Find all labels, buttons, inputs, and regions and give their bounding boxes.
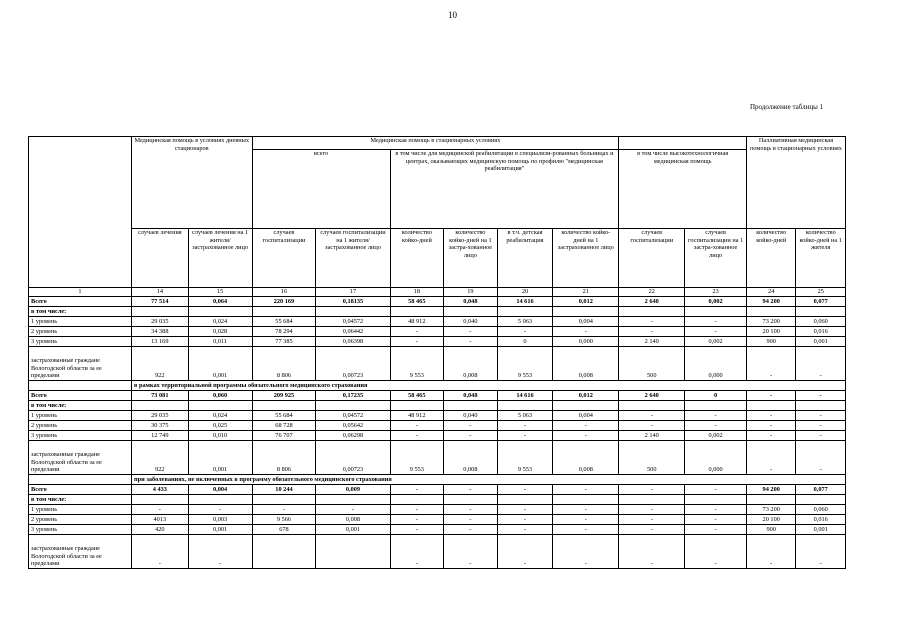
table-cell: - [747, 431, 796, 441]
table-cell: - [796, 391, 846, 401]
table-cell [132, 307, 189, 317]
row-label: 2 уровень [29, 327, 132, 337]
table-cell: 0,000 [553, 337, 619, 347]
data-table [28, 136, 846, 569]
row-label: Всего [29, 391, 132, 401]
table-cell [685, 307, 747, 317]
table-cell: 12 749 [132, 431, 189, 441]
table-cell: 0,008 [444, 441, 498, 475]
table-cell: - [619, 421, 685, 431]
table-cell: 0,04572 [316, 317, 390, 327]
table-cell: 68 728 [252, 421, 316, 431]
row-label: застрахованные граждане Вологодской области за ее пределами [29, 441, 132, 475]
column-subheader: случаев госпитализации на 1 жителя/ застрахованное лицо [316, 229, 390, 288]
table-cell: - [553, 535, 619, 569]
table-cell: 678 [252, 525, 316, 535]
table-cell: 0,004 [553, 317, 619, 327]
column-number: 18 [390, 288, 444, 297]
table-cell: 2 140 [619, 431, 685, 441]
table-cell: 922 [132, 347, 189, 381]
table-cell: 20 100 [747, 515, 796, 525]
table-cell: 220 169 [252, 297, 316, 307]
blank-header [619, 137, 747, 150]
table-cell [747, 495, 796, 505]
table-cell: 0,06442 [316, 327, 390, 337]
table-cell: - [685, 515, 747, 525]
table-cell: 5 063 [497, 411, 553, 421]
table-cell: 4 433 [132, 485, 189, 495]
table-cell [390, 307, 444, 317]
table-cell: 2 640 [619, 391, 685, 401]
table-cell: - [685, 525, 747, 535]
column-number: 22 [619, 288, 685, 297]
table-cell [316, 495, 390, 505]
table-cell: - [497, 515, 553, 525]
table-cell: 77 385 [252, 337, 316, 347]
table-cell: 0,003 [188, 515, 252, 525]
column-subheader: количество койко-дней [390, 229, 444, 288]
table-row [29, 535, 846, 569]
table-cell: - [497, 535, 553, 569]
table-cell: - [553, 505, 619, 515]
table-cell: - [497, 431, 553, 441]
column-number: 16 [252, 288, 316, 297]
table-cell [497, 495, 553, 505]
table-cell: - [444, 505, 498, 515]
table-cell: - [390, 525, 444, 535]
column-number: 19 [444, 288, 498, 297]
column-subheader: количество койко-дней на 1 застра-хованное лицо [444, 229, 498, 288]
table-cell: 0,016 [796, 515, 846, 525]
table-cell: 58 465 [390, 297, 444, 307]
table-cell: 48 912 [390, 411, 444, 421]
table-cell: - [796, 535, 846, 569]
table-cell: - [444, 431, 498, 441]
table-cell: 55 684 [252, 317, 316, 327]
row-label: 2 уровень [29, 421, 132, 431]
table-row [29, 337, 846, 347]
row-label: 1 уровень [29, 411, 132, 421]
column-subheader: случаев госпитализации [252, 229, 316, 288]
table-cell: - [444, 327, 498, 337]
column-subheader: случаев госпитализации [619, 229, 685, 288]
table-cell: 9 553 [390, 441, 444, 475]
table-cell: 0,002 [685, 297, 747, 307]
column-number: 20 [497, 288, 553, 297]
table-cell: - [497, 525, 553, 535]
table-cell: 0,001 [796, 337, 846, 347]
table-cell: 77 514 [132, 297, 189, 307]
table-row [29, 391, 846, 401]
table-cell: - [685, 505, 747, 515]
table-cell: 73 200 [747, 505, 796, 515]
table-cell [497, 401, 553, 411]
page-number: 10 [448, 10, 457, 20]
table-cell [747, 401, 796, 411]
column-number: 14 [132, 288, 189, 297]
table-cell: 0,077 [796, 297, 846, 307]
table-cell: 0,060 [796, 317, 846, 327]
table-cell: - [132, 505, 189, 515]
table-row [29, 297, 846, 307]
table-cell: - [390, 421, 444, 431]
inpatient-header: Медицинская помощь в стационарных условиях [252, 137, 619, 150]
table-cell: 0,009 [316, 485, 390, 495]
table-cell: 500 [619, 441, 685, 475]
table-cell: 30 375 [132, 421, 189, 431]
table-cell: 0,012 [553, 391, 619, 401]
table-cell: 0,001 [796, 525, 846, 535]
table-cell: 9 553 [497, 347, 553, 381]
rehab-header: в том числе для медицинской реабилитации в специализи-рованных больницах и центрах, оказывающих медицинскую помощь по профилю "медицинская реабилитация" [390, 150, 619, 229]
row-label: 1 уровень [29, 505, 132, 515]
table-cell: - [553, 431, 619, 441]
table-cell: 0,001 [188, 441, 252, 475]
table-cell: - [747, 391, 796, 401]
table-cell [252, 307, 316, 317]
table-cell: - [316, 505, 390, 515]
table-cell: 76 707 [252, 431, 316, 441]
table-cell [685, 495, 747, 505]
table-cell: 13 169 [132, 337, 189, 347]
table-cell [497, 307, 553, 317]
table-cell: - [747, 411, 796, 421]
table-cell: - [390, 431, 444, 441]
table-cell [553, 495, 619, 505]
table-row [29, 505, 846, 515]
row-label: застрахованные граждане Вологодской области за ее пределами [29, 535, 132, 569]
table-cell: 73 200 [747, 317, 796, 327]
table-cell: 0,025 [188, 421, 252, 431]
table-cell: 209 925 [252, 391, 316, 401]
table-cell [619, 495, 685, 505]
table-cell: 922 [132, 441, 189, 475]
table-cell [796, 495, 846, 505]
row-label: 2 уровень [29, 515, 132, 525]
table-cell [390, 401, 444, 411]
table-cell [252, 535, 316, 569]
table-cell [747, 307, 796, 317]
table-cell: 0,001 [316, 525, 390, 535]
hightech-header: в том числе высокотехнологичная медицинская помощь [619, 150, 747, 229]
table-cell [188, 401, 252, 411]
table-cell: 0,077 [796, 485, 846, 495]
table-cell: 0,00723 [316, 347, 390, 381]
table-cell: - [796, 411, 846, 421]
table-cell: 0,011 [188, 337, 252, 347]
table-cell: 0,004 [553, 411, 619, 421]
table-cell: - [188, 505, 252, 515]
table-cell: - [619, 535, 685, 569]
table-cell [188, 307, 252, 317]
table-row [29, 411, 846, 421]
table-cell [132, 495, 189, 505]
table-cell: 0,06398 [316, 337, 390, 347]
table-cell: 29 035 [132, 317, 189, 327]
table-cell: - [685, 411, 747, 421]
table-cell: 900 [747, 525, 796, 535]
table-cell: - [685, 535, 747, 569]
table-cell [444, 401, 498, 411]
table-cell: 0,001 [188, 525, 252, 535]
table-cell: 10 244 [252, 485, 316, 495]
table-cell [619, 307, 685, 317]
table-cell: 8 806 [252, 347, 316, 381]
table-row [29, 525, 846, 535]
table-cell: - [796, 431, 846, 441]
table-cell [316, 401, 390, 411]
table-cell [316, 535, 390, 569]
table-cell: 73 081 [132, 391, 189, 401]
table-cell: - [619, 525, 685, 535]
column-subheader: количество койко-дней на 1 застрахованное лицо [553, 229, 619, 288]
table-cell: - [444, 535, 498, 569]
table-row [29, 347, 846, 381]
continuation-caption: Продолжение таблицы 1 [750, 103, 824, 111]
table-cell: 0,000 [685, 347, 747, 381]
total-header: всего [252, 150, 390, 229]
table-cell: 34 388 [132, 327, 189, 337]
table-cell: 9 553 [390, 347, 444, 381]
table-cell: 0,060 [188, 391, 252, 401]
table-cell: - [553, 515, 619, 525]
row-label: Всего [29, 297, 132, 307]
column-number: 23 [685, 288, 747, 297]
table-cell: 9 553 [497, 441, 553, 475]
table-cell: 0,024 [188, 411, 252, 421]
table-cell: 0,17235 [316, 391, 390, 401]
table-cell: - [619, 411, 685, 421]
table-cell: - [390, 485, 444, 495]
table-cell: - [685, 421, 747, 431]
day-hospital-header: Медицинская помощь в условиях дневных стационаров [132, 137, 253, 229]
row-label: 3 уровень [29, 525, 132, 535]
table-cell [444, 495, 498, 505]
table-cell: - [444, 421, 498, 431]
table-cell: 0,05642 [316, 421, 390, 431]
table-cell: 29 035 [132, 411, 189, 421]
table-cell: - [132, 535, 189, 569]
table-cell: 0,008 [444, 347, 498, 381]
row-label: в том числе: [29, 495, 132, 505]
table-cell: 55 684 [252, 411, 316, 421]
table-cell: 20 100 [747, 327, 796, 337]
table-cell [132, 401, 189, 411]
table-cell [444, 307, 498, 317]
table-cell: - [390, 337, 444, 347]
table-cell [553, 307, 619, 317]
row-label: в том числе: [29, 401, 132, 411]
table-row [29, 495, 846, 505]
table-cell: 4013 [132, 515, 189, 525]
column-number: 17 [316, 288, 390, 297]
table-cell: - [444, 525, 498, 535]
table-cell: - [619, 505, 685, 515]
table-cell: 420 [132, 525, 189, 535]
table-row [29, 317, 846, 327]
table-cell: - [747, 421, 796, 431]
table-cell: 0,012 [553, 297, 619, 307]
table-cell: - [390, 327, 444, 337]
table-row [29, 307, 846, 317]
row-label: 1 уровень [29, 317, 132, 327]
table-cell: 0,001 [188, 347, 252, 381]
table-cell: 5 063 [497, 317, 553, 327]
table-cell: 0,008 [316, 515, 390, 525]
table-row [29, 431, 846, 441]
row-label-header [29, 137, 132, 288]
table-cell: - [497, 421, 553, 431]
table-cell: - [444, 485, 498, 495]
table-cell: - [619, 327, 685, 337]
table-cell: 0 [497, 337, 553, 347]
column-number: 15 [188, 288, 252, 297]
table-cell: 0,06298 [316, 431, 390, 441]
table-cell: 0,048 [444, 391, 498, 401]
section-title: в рамках территориальной программы обязательного медицинского страхования [132, 381, 846, 391]
table-cell [188, 495, 252, 505]
row-label: застрахованные граждане Вологодской области за ее пределами [29, 347, 132, 381]
table-cell: - [390, 535, 444, 569]
table-cell: 94 200 [747, 297, 796, 307]
table-cell: - [796, 441, 846, 475]
table-cell: 0,04572 [316, 411, 390, 421]
column-subheader: количество койко-дней [747, 229, 796, 288]
table-cell: - [390, 505, 444, 515]
table-cell: - [553, 525, 619, 535]
table-cell: - [747, 347, 796, 381]
table-cell: 2 140 [619, 337, 685, 347]
column-number: 25 [796, 288, 846, 297]
table-cell: 0,028 [188, 327, 252, 337]
column-subheader: количество койко-дней на 1 жителя [796, 229, 846, 288]
palliative-header: Паллиативная медицинская помощь в стационарных условиях [747, 137, 846, 229]
column-number: 1 [29, 288, 132, 297]
table-row [29, 401, 846, 411]
table-cell: 94 200 [747, 485, 796, 495]
section-spacer [29, 475, 132, 485]
table-cell: 0,002 [685, 431, 747, 441]
table-cell: 0,002 [685, 337, 747, 347]
column-subheader: в т.ч. детская реабилитация [497, 229, 553, 288]
table-cell: 0,048 [444, 297, 498, 307]
table-cell: 8 806 [252, 441, 316, 475]
table-cell: - [497, 485, 553, 495]
table-cell: 0,010 [188, 431, 252, 441]
table-cell: - [619, 515, 685, 525]
table-cell: 14 616 [497, 391, 553, 401]
section-spacer [29, 381, 132, 391]
table-cell: 0 [685, 391, 747, 401]
table-cell: - [685, 485, 747, 495]
row-label: Всего [29, 485, 132, 495]
row-label: 3 уровень [29, 431, 132, 441]
table-row [29, 441, 846, 475]
table-cell: - [619, 317, 685, 327]
table-cell: 14 616 [497, 297, 553, 307]
table-cell: - [553, 327, 619, 337]
table-cell [553, 401, 619, 411]
table-cell: - [497, 327, 553, 337]
table-cell: - [619, 485, 685, 495]
column-subheader: случаев лечения на 1 жителя/ застрахованное лицо [188, 229, 252, 288]
table-cell: 0,060 [796, 505, 846, 515]
table-cell [619, 401, 685, 411]
column-number: 24 [747, 288, 796, 297]
table-cell: - [553, 485, 619, 495]
row-label: в том числе: [29, 307, 132, 317]
table-cell: 0,016 [796, 327, 846, 337]
table-cell: 2 640 [619, 297, 685, 307]
table-cell: 0,064 [188, 297, 252, 307]
column-number: 21 [553, 288, 619, 297]
section-title: при заболеваниях, не включенных в программу обязательного медицинского страхования [132, 475, 846, 485]
table-cell: - [497, 505, 553, 515]
table-cell: 78 294 [252, 327, 316, 337]
table-cell: 900 [747, 337, 796, 347]
table-cell [796, 401, 846, 411]
table-cell [796, 307, 846, 317]
table-cell: 0,000 [685, 441, 747, 475]
table-cell: 0,024 [188, 317, 252, 327]
table-cell: - [188, 535, 252, 569]
table-cell: - [747, 535, 796, 569]
table-cell [252, 495, 316, 505]
table-cell: 58 465 [390, 391, 444, 401]
table-row [29, 421, 846, 431]
column-subheader: случаев госпитализации на 1 застра-хованное лицо [685, 229, 747, 288]
column-subheader: случаев лечения [132, 229, 189, 288]
table-cell: - [252, 505, 316, 515]
table-cell: 500 [619, 347, 685, 381]
table-row [29, 485, 846, 495]
table-cell: 0,040 [444, 411, 498, 421]
table-cell: - [685, 327, 747, 337]
table-cell: - [390, 515, 444, 525]
table-cell: 0,040 [444, 317, 498, 327]
table-cell [316, 307, 390, 317]
table-cell: 0,00723 [316, 441, 390, 475]
table-cell: - [444, 337, 498, 347]
table-row [29, 327, 846, 337]
table-cell: - [685, 317, 747, 327]
table-row [29, 515, 846, 525]
table-cell: - [796, 421, 846, 431]
table-cell: 0,008 [553, 441, 619, 475]
table-cell [252, 401, 316, 411]
table-cell: - [553, 421, 619, 431]
table-cell [685, 401, 747, 411]
table-cell: 9 566 [252, 515, 316, 525]
table-cell: - [444, 515, 498, 525]
table-cell: 0,008 [553, 347, 619, 381]
table-cell [390, 495, 444, 505]
table-cell: - [747, 441, 796, 475]
table-cell: 0,18135 [316, 297, 390, 307]
table-cell: 0,004 [188, 485, 252, 495]
table-cell: - [796, 347, 846, 381]
table-cell: 48 912 [390, 317, 444, 327]
row-label: 3 уровень [29, 337, 132, 347]
